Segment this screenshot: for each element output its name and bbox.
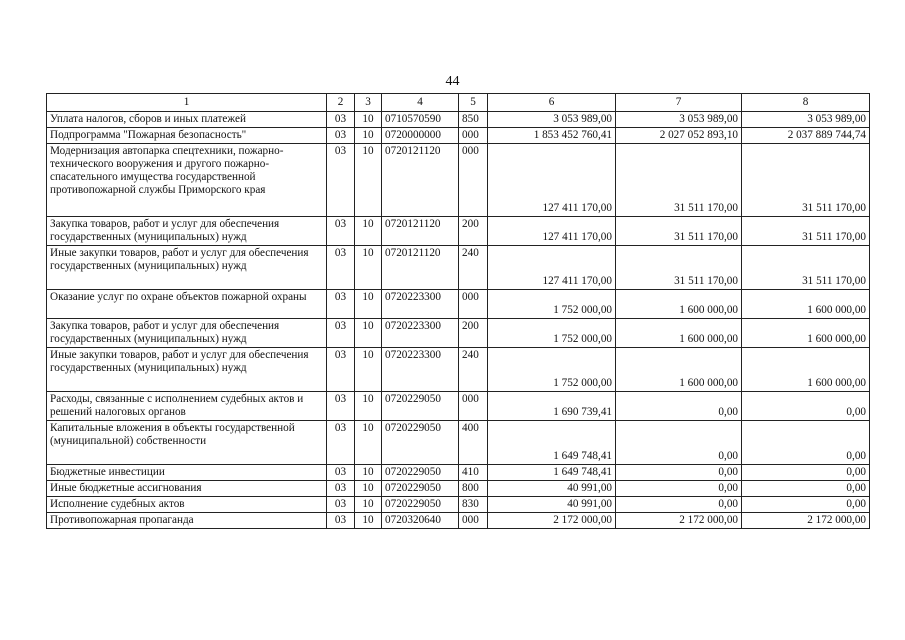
row-subsection-code: 10 [355,144,382,217]
table-row [47,319,870,348]
row-target-code: 0720223300 [382,290,459,319]
row-amount-col7: 0,00 [616,497,742,513]
row-expense-type-code: 000 [459,290,488,319]
row-expense-type-code: 400 [459,421,488,465]
row-expense-type-code: 240 [459,246,488,290]
header-cell: 2 [327,94,355,112]
table-row [47,246,870,290]
row-amount-col8: 0,00 [742,481,870,497]
row-amount-col6: 1 752 000,00 [488,319,616,348]
row-amount-col6: 127 411 170,00 [488,217,616,246]
row-target-code: 0720000000 [382,128,459,144]
row-amount-col7: 31 511 170,00 [616,217,742,246]
row-subsection-code: 10 [355,290,382,319]
row-description: Закупка товаров, работ и услуг для обеспечения государственных (муниципальных) нужд [47,217,327,246]
header-cell: 1 [47,94,327,112]
row-expense-type-code: 830 [459,497,488,513]
row-amount-col7: 1 600 000,00 [616,290,742,319]
row-amount-col7: 31 511 170,00 [616,246,742,290]
row-amount-col7: 3 053 989,00 [616,112,742,128]
row-expense-type-code: 850 [459,112,488,128]
row-subsection-code: 10 [355,348,382,392]
header-cell: 3 [355,94,382,112]
row-amount-col7: 0,00 [616,481,742,497]
header-row [47,94,870,112]
row-expense-type-code: 000 [459,144,488,217]
row-section-code: 03 [327,421,355,465]
header-cell: 4 [382,94,459,112]
row-amount-col6: 1 690 739,41 [488,392,616,421]
row-description: Бюджетные инвестиции [47,465,327,481]
header-cell: 6 [488,94,616,112]
row-section-code: 03 [327,217,355,246]
row-amount-col8: 31 511 170,00 [742,246,870,290]
table-row [47,144,870,217]
table-row [47,112,870,128]
row-section-code: 03 [327,246,355,290]
row-section-code: 03 [327,319,355,348]
row-subsection-code: 10 [355,128,382,144]
row-target-code: 0720229050 [382,497,459,513]
row-amount-col6: 1 752 000,00 [488,290,616,319]
row-description: Иные бюджетные ассигнования [47,481,327,497]
row-description: Иные закупки товаров, работ и услуг для обеспечения государственных (муниципальных) нужд [47,348,327,392]
row-amount-col8: 31 511 170,00 [742,144,870,217]
row-section-code: 03 [327,465,355,481]
row-expense-type-code: 000 [459,392,488,421]
row-target-code: 0710570590 [382,112,459,128]
row-amount-col8: 2 037 889 744,74 [742,128,870,144]
table-row [47,348,870,392]
budget-table [46,93,870,529]
row-target-code: 0720229050 [382,465,459,481]
row-amount-col7: 0,00 [616,421,742,465]
row-amount-col8: 2 172 000,00 [742,513,870,529]
row-amount-col6: 1 649 748,41 [488,465,616,481]
row-target-code: 0720229050 [382,392,459,421]
row-subsection-code: 10 [355,246,382,290]
row-target-code: 0720223300 [382,319,459,348]
table-row [47,128,870,144]
row-amount-col7: 31 511 170,00 [616,144,742,217]
header-cell: 8 [742,94,870,112]
row-expense-type-code: 200 [459,217,488,246]
row-amount-col8: 0,00 [742,465,870,481]
row-subsection-code: 10 [355,481,382,497]
row-description: Подпрограмма "Пожарная безопасность" [47,128,327,144]
row-amount-col6: 2 172 000,00 [488,513,616,529]
table-row [47,290,870,319]
row-subsection-code: 10 [355,392,382,421]
row-target-code: 0720121120 [382,144,459,217]
row-amount-col8: 0,00 [742,392,870,421]
row-section-code: 03 [327,128,355,144]
row-section-code: 03 [327,348,355,392]
row-target-code: 0720320640 [382,513,459,529]
row-section-code: 03 [327,290,355,319]
row-expense-type-code: 000 [459,513,488,529]
row-amount-col8: 1 600 000,00 [742,319,870,348]
table-row [47,513,870,529]
row-amount-col6: 1 752 000,00 [488,348,616,392]
row-amount-col8: 3 053 989,00 [742,112,870,128]
row-amount-col8: 31 511 170,00 [742,217,870,246]
row-description: Оказание услуг по охране объектов пожарной охраны [47,290,327,319]
row-amount-col6: 127 411 170,00 [488,144,616,217]
row-amount-col6: 40 991,00 [488,497,616,513]
row-amount-col7: 2 027 052 893,10 [616,128,742,144]
row-description: Расходы, связанные с исполнением судебных актов и решений налоговых органов [47,392,327,421]
row-section-code: 03 [327,513,355,529]
table-row [47,481,870,497]
row-subsection-code: 10 [355,112,382,128]
row-section-code: 03 [327,112,355,128]
row-expense-type-code: 000 [459,128,488,144]
table-row [47,497,870,513]
row-expense-type-code: 410 [459,465,488,481]
row-target-code: 0720121120 [382,217,459,246]
row-amount-col6: 3 053 989,00 [488,112,616,128]
row-subsection-code: 10 [355,465,382,481]
row-description: Иные закупки товаров, работ и услуг для обеспечения государственных (муниципальных) нужд [47,246,327,290]
row-expense-type-code: 240 [459,348,488,392]
row-amount-col8: 0,00 [742,421,870,465]
row-description: Противопожарная пропаганда [47,513,327,529]
row-section-code: 03 [327,481,355,497]
row-amount-col8: 1 600 000,00 [742,348,870,392]
row-description: Исполнение судебных актов [47,497,327,513]
row-amount-col7: 2 172 000,00 [616,513,742,529]
row-amount-col8: 1 600 000,00 [742,290,870,319]
table-row [47,217,870,246]
row-amount-col8: 0,00 [742,497,870,513]
row-expense-type-code: 200 [459,319,488,348]
row-amount-col6: 1 853 452 760,41 [488,128,616,144]
row-description: Закупка товаров, работ и услуг для обеспечения государственных (муниципальных) нужд [47,319,327,348]
row-expense-type-code: 800 [459,481,488,497]
row-section-code: 03 [327,392,355,421]
table-row [47,392,870,421]
header-cell: 5 [459,94,488,112]
row-description: Капитальные вложения в объекты государственной (муниципальной) собственности [47,421,327,465]
row-amount-col6: 40 991,00 [488,481,616,497]
header-cell: 7 [616,94,742,112]
row-amount-col7: 1 600 000,00 [616,348,742,392]
row-section-code: 03 [327,497,355,513]
row-section-code: 03 [327,144,355,217]
row-subsection-code: 10 [355,513,382,529]
row-subsection-code: 10 [355,421,382,465]
row-target-code: 0720121120 [382,246,459,290]
row-amount-col7: 0,00 [616,392,742,421]
row-target-code: 0720223300 [382,348,459,392]
page-number: 44 [445,74,460,89]
row-amount-col6: 1 649 748,41 [488,421,616,465]
row-subsection-code: 10 [355,319,382,348]
table-row [47,465,870,481]
row-amount-col7: 1 600 000,00 [616,319,742,348]
row-description: Уплата налогов, сборов и иных платежей [47,112,327,128]
table-row [47,421,870,465]
row-description: Модернизация автопарка спецтехники, пожарно-технического вооружения и другого пожарно-спасательного имущества государственной противопожарной службы Приморского края [47,144,327,217]
row-target-code: 0720229050 [382,481,459,497]
row-amount-col6: 127 411 170,00 [488,246,616,290]
row-subsection-code: 10 [355,217,382,246]
row-subsection-code: 10 [355,497,382,513]
row-target-code: 0720229050 [382,421,459,465]
row-amount-col7: 0,00 [616,465,742,481]
